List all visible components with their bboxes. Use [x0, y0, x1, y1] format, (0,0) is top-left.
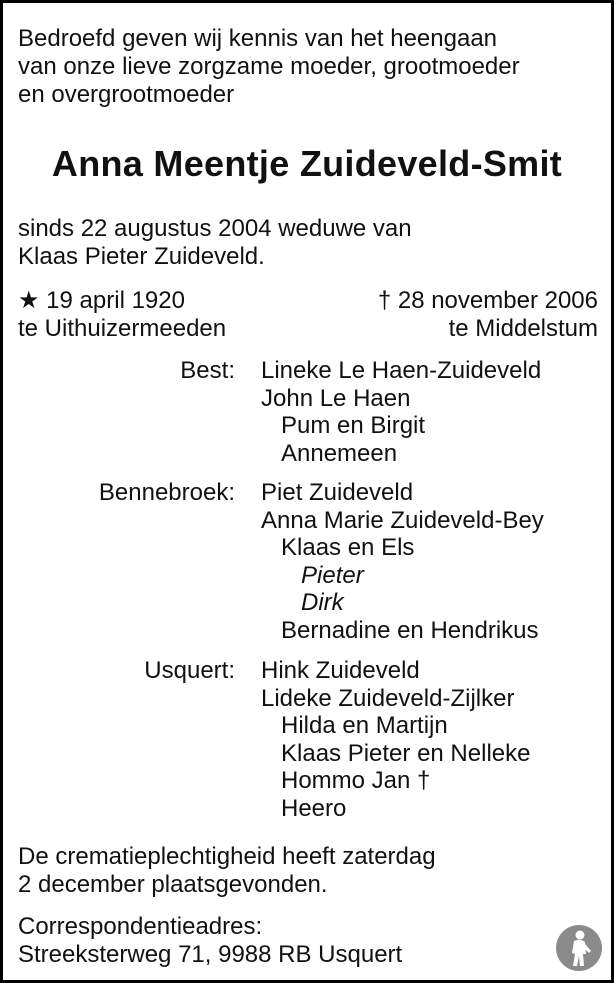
birth-date: ★ 19 april 1920 — [18, 287, 185, 314]
family-member: Klaas Pieter en Nelleke — [281, 739, 531, 767]
birth-info — [18, 287, 226, 343]
family-members-list — [261, 657, 530, 822]
intro-line: en overgrootmoeder — [18, 81, 235, 108]
family-member: Hommo Jan † — [281, 767, 431, 794]
widow-line: Klaas Pieter Zuideveld. — [18, 243, 265, 270]
family-member: Lineke Le Haen-Zuideveld — [261, 357, 542, 384]
death-info — [378, 287, 598, 343]
family-member: Bernadine en Hendrikus — [281, 616, 539, 644]
address-line: Streeksterweg 71, 9988 RB Usquert — [18, 941, 403, 968]
family-member: Pum en Birgit — [281, 412, 426, 439]
cremation-line: 2 december plaatsgevonden. — [18, 871, 328, 898]
family-member: Hink Zuideveld — [261, 657, 420, 684]
widow-text — [18, 215, 412, 271]
family-members-list — [261, 479, 544, 644]
intro-line: van onze lieve zorgzame moeder, grootmoeder — [18, 53, 520, 80]
publisher-logo-icon — [555, 924, 603, 972]
cremation-line: De crematieplechtigheid heeft zaterdag — [18, 843, 436, 870]
family-member: Pieter — [301, 561, 364, 589]
family-member: Piet Zuideveld — [261, 479, 414, 506]
death-date: † 28 november 2006 — [377, 287, 598, 314]
intro-text — [18, 25, 520, 109]
family-member: Hilda en Martijn — [281, 712, 448, 739]
family-member: Lideke Zuideveld-Zijlker — [261, 684, 515, 712]
family-members-list — [261, 357, 541, 467]
family-place-label: Usquert: — [144, 657, 235, 684]
family-member: Klaas en Els — [281, 534, 415, 561]
deceased-name: Anna Meentje Zuideveld-Smit — [51, 143, 563, 184]
address-label: Correspondentieadres: — [18, 913, 263, 940]
death-place: te Middelstum — [448, 315, 598, 342]
intro-line: Bedroefd geven wij kennis van het heengaan — [18, 25, 498, 52]
family-member: Dirk — [301, 589, 344, 616]
birth-place: te Uithuizermeeden — [18, 315, 227, 342]
family-member: Anna Marie Zuideveld-Bey — [261, 506, 544, 534]
family-member: Annemeen — [281, 439, 398, 467]
family-place-label: Bennebroek: — [98, 479, 235, 506]
family-member: Heero — [281, 794, 347, 822]
cremation-text — [18, 843, 436, 899]
family-member: John Le Haen — [261, 384, 411, 412]
widow-line: sinds 22 augustus 2004 weduwe van — [18, 215, 412, 242]
family-place-label: Best: — [180, 357, 235, 384]
correspondence-address — [18, 913, 402, 969]
